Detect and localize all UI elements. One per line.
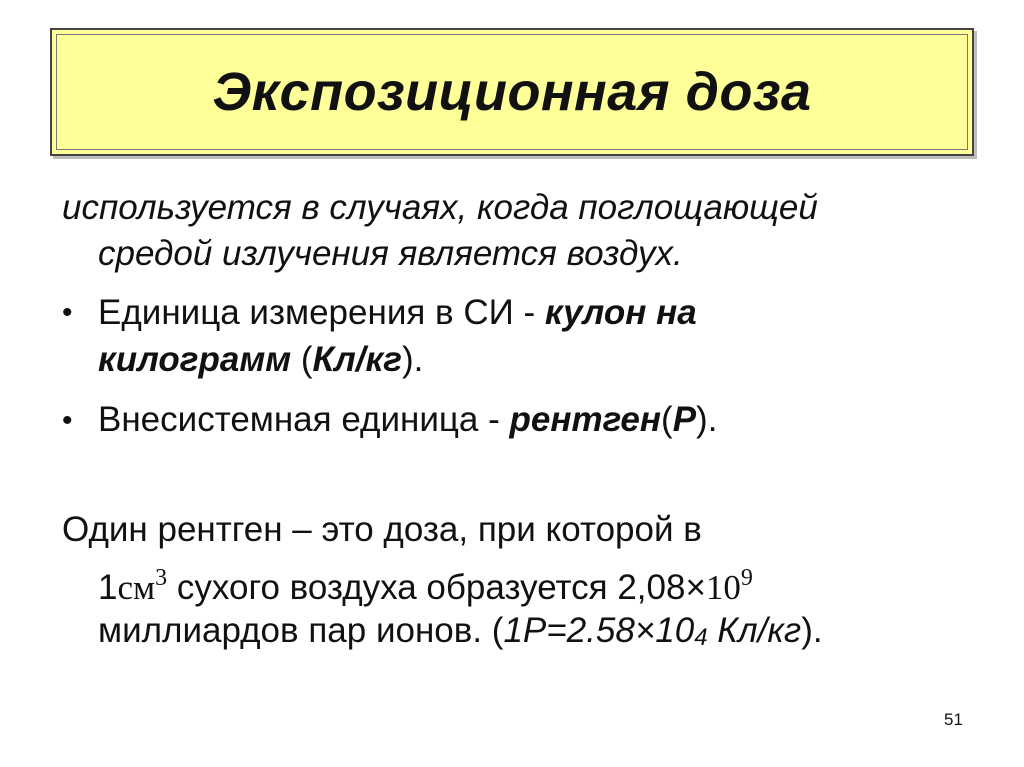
definition-formula-unit: Кл/кг [707,611,802,650]
definition-unit-cm: см [117,568,156,607]
bullet-dot-1: • [62,296,73,329]
definition-power-base: 10 [705,568,741,607]
intro-line-2: средой излучения является воздух. [98,234,683,273]
definition-formula-close: ). [801,611,823,650]
definition-power-exponent: 9 [740,565,753,591]
si-unit-prefix: Единица измерения в СИ - [98,293,545,332]
definition-formula-subscript: 4 [694,624,708,651]
non-si-unit-line [98,402,717,437]
non-si-unit-paren-open: ( [661,400,673,439]
non-si-unit-name: рентген [509,400,662,439]
definition-line-3 [98,613,823,650]
bullet-dot-2: • [62,404,73,437]
title-banner [50,28,974,156]
slide-title: Экспозиционная доза [212,62,812,122]
intro-line-1: используется в случаях, когда поглощающей [62,188,818,227]
si-unit-paren-close: ). [401,340,424,379]
page-number: 51 [944,710,963,729]
si-unit-paren-open: ( [291,340,313,379]
non-si-unit-abbr: Р [672,400,697,439]
si-unit-name-part1: кулон на [544,293,697,332]
definition-line-1: Один рентген – это доза, при которой в [62,510,702,549]
definition-formula: 1Р=2.58×10 [503,611,695,650]
si-unit-line-2 [98,342,423,377]
non-si-unit-paren-close: ). [696,400,718,439]
definition-line-3-text: миллиардов пар ионов. ( [98,611,504,650]
si-unit-abbr: Кл/кг [312,340,402,379]
definition-number-one: 1 [98,568,118,607]
si-unit-name-part2: килограмм [98,340,292,379]
definition-line-2 [98,566,753,605]
si-unit-line-1 [98,295,697,330]
definition-unit-exponent: 3 [155,565,168,591]
non-si-unit-prefix: Внесистемная единица - [98,400,510,439]
definition-line-2-text: сухого воздуха образуется 2,08× [167,568,706,607]
